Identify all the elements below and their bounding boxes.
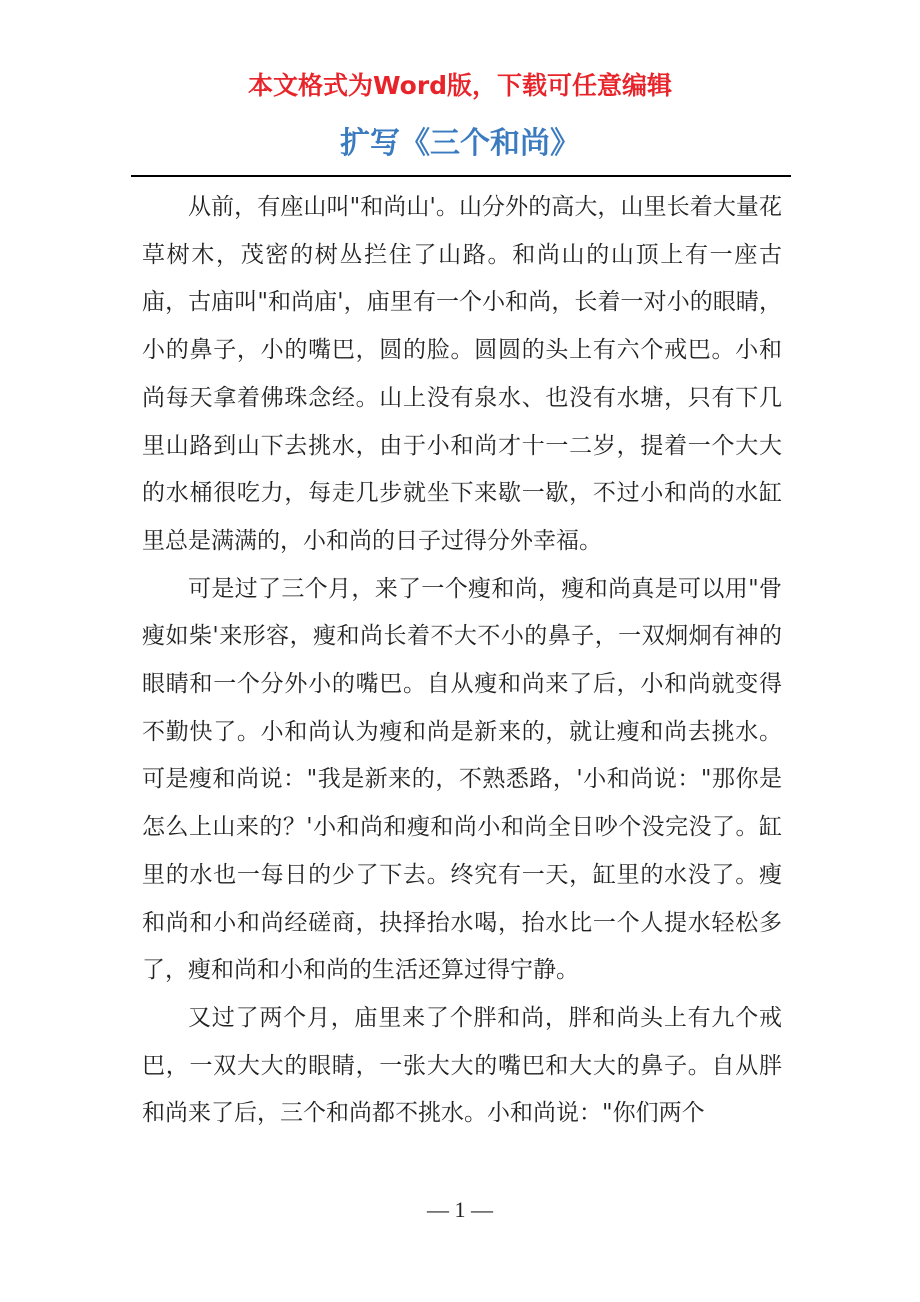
document-title: 扩写《三个和尚》: [340, 126, 580, 161]
page-number: — 1 —: [427, 1197, 493, 1222]
editable-notice-banner: 本文格式为Word版，下载可任意编辑: [247, 71, 673, 100]
paragraph: 从前，有座山叫"和尚山'。山分外的高大，山里长着大量花草树木，茂密的树丛拦住了山路。和尚山的山顶上有一座古庙，古庙叫"和尚庙'，庙里有一个小和尚，长着一对小的眼睛，小的鼻子，小的嘴巴，圆的脸。圆圆的头上有六个戒巴。小和尚每天拿着佛珠念经。山上没有泉水、也没有水塘，只有下几里山路到山下去挑水，由于小和尚才十一二岁，提着一个大大的水桶很吃力，每走几步就坐下来歇一歇，不过小和尚的水缸里总是满满的，小和尚的日子过得分外幸福。: [142, 194, 782, 554]
paragraph: 又过了两个月，庙里来了个胖和尚，胖和尚头上有九个戒巴，一双大大的眼睛，一张大大的嘴巴和大大的鼻子。自从胖和尚来了后，三个和尚都不挑水。小和尚说："你们两个: [142, 1004, 782, 1127]
document-body: [142, 184, 782, 1138]
paragraph: 可是过了三个月，来了一个瘦和尚，瘦和尚真是可以用"骨瘦如柴'来形容，瘦和尚长着不大不小的鼻子，一双炯炯有神的眼睛和一个分外小的嘴巴。自从瘦和尚来了后，小和尚就变得不勤快了。小和尚认为瘦和尚是新来的，就让瘦和尚去挑水。可是瘦和尚说："我是新来的，不熟悉路，'小和尚说："那你是怎么上山来的？'小和尚和瘦和尚小和尚全日吵个没完没了。缸里的水也一每日的少了下去。终究有一天，缸里的水没了。瘦和尚和小和尚经磋商，抉择抬水喝，抬水比一个人提水轻松多了，瘦和尚和小和尚的生活还算过得宁静。: [142, 575, 782, 984]
title-divider: [131, 175, 791, 177]
